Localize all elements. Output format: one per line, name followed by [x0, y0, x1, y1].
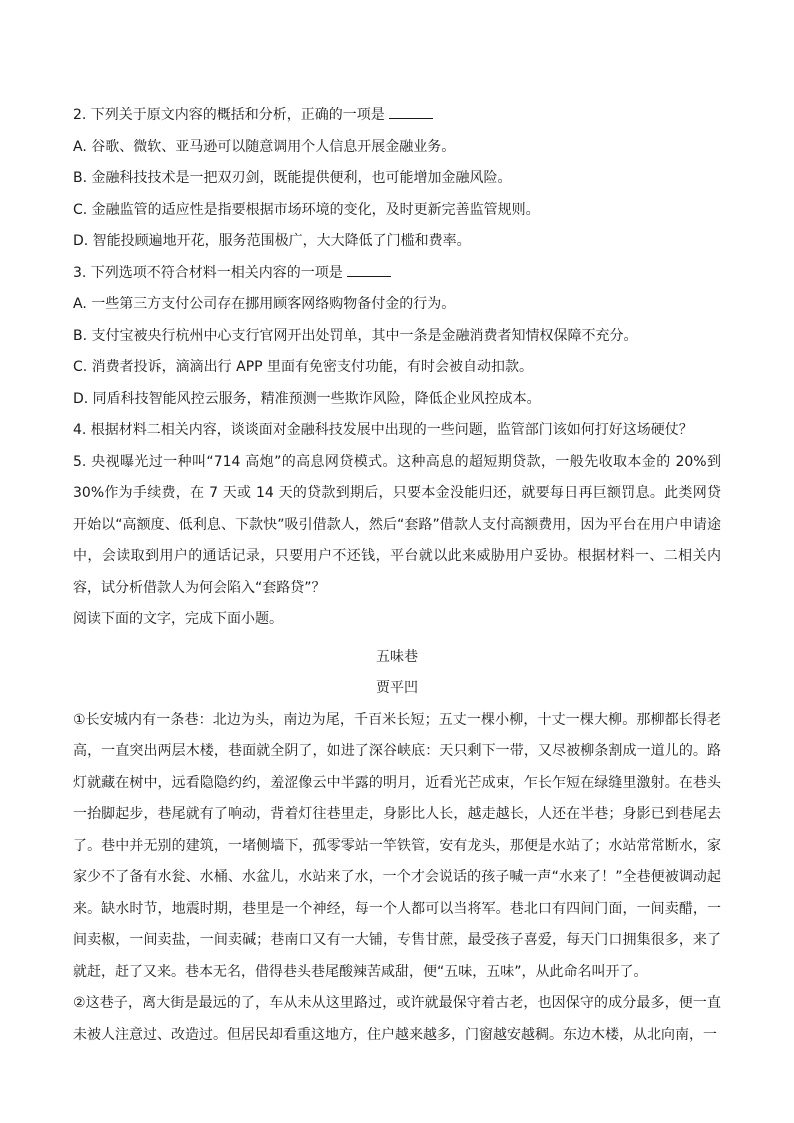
answer-blank — [347, 264, 391, 277]
document-body — [73, 100, 721, 1051]
passage-title: 五味巷 — [376, 648, 418, 665]
passage-paragraph-2: ②这巷子，离大街是最远的了，车从未从这里路过，或许就最保守着古老，也因保守的成分最多，便一直未被人注意过、改造过。但居民却看重这地方，住户越来越多，门窗越安越稠。东边木楼，从北向南，一 — [73, 995, 721, 1043]
question-2-stem — [73, 100, 721, 132]
question-3-stem — [73, 258, 721, 290]
question-2-option-b: B. 金融科技技术是一把双刃剑，既能提供便利，也可能增加金融风险。 — [73, 170, 512, 186]
question-2-option-d: D. 智能投顾遍地开花，服务范围极广，大大降低了门槛和费率。 — [73, 233, 471, 249]
question-2-option-a: A. 谷歌、微软、亚马逊可以随意调用个人信息开展金融业务。 — [73, 138, 456, 155]
answer-blank — [389, 106, 433, 119]
question-4: 4. 根据材料二相关内容，谈谈面对金融科技发展中出现的一些问题，监管部门该如何打好这场硬仗？ — [73, 422, 693, 438]
question-3-option-b: B. 支付宝被央行杭州中心支行官网开出处罚单，其中一条是金融消费者知情权保障不充分。 — [73, 327, 638, 344]
question-3-text: 3. 下列选项不符合材料一相关内容的一项是 — [73, 264, 343, 281]
question-2-option-c: C. 金融监管的适应性是指要根据市场环境的变化，及时更新完善监管规则。 — [73, 201, 540, 218]
question-2-text: 2. 下列关于原文内容的概括和分析，正确的一项是 — [73, 107, 385, 123]
passage-author: 贾平凹 — [376, 680, 418, 696]
question-3-option-a: A. 一些第三方支付公司存在挪用顾客网络购物备付金的行为。 — [73, 296, 456, 312]
passage-paragraph-1: ①长安城内有一条巷：北边为头，南边为尾，千百米长短；五丈一棵小柳，十丈一棵大柳。那柳都长得老高，一直突出两层木楼，巷面就全阴了，如进了深谷峡底：天只剩下一带，又尽被柳条割成一道儿的。路灯就藏在树中，远看隐隐约约，羞涩像云中半露的明月，近看光芒成束，乍长乍短在绿缝里激射。在巷头一抬脚起步，巷尾就有了响动，背着灯往巷里走，身影比人长，越走越长，人还在半巷；身影已到巷尾去了。巷中并无别的建筑，一堵侧墙下，孤零零站一竿铁管，安有龙头，那便是水站了；水站常常断水，家家少不了备有水瓮、水桶、水盆儿，水站来了水，一个才会说话的孩子喊一声“水来了！”全巷便被调动起来。缺水时节，地震时期，巷里是一个神经，每一个人都可以当将军。巷北口有四间门面，一间卖醋，一间卖椒，一间卖盐，一间卖碱；巷南口又有一大铺，专售甘蔗，最受孩子喜爱，每天门口拥集很多，来了就赶，赶了又来。巷本无名，借得巷头巷尾酸辣苦咸甜，便“五味，五味”，从此命名叫开了。 — [73, 711, 721, 980]
question-5: 5. 央视曝光过一种叫“714 高炮”的高息网贷模式。这种高息的超短期贷款，一般先收取本金的 20%到 30%作为手续费，在 7 天或 14 天的贷款到期后，只要本金没能归还，就要每日再巨额罚息。此类网贷开始以“高额度、低利息、下款快”吸引借款人，然后“套路”借款人支付高额费用，因为平台在用户申请途中，会读取到用户的通话记录，只要用户不还钱，平台就以此来威胁用户妥协。根据材料一、二相关内容，试分析借款人为何会陷入“套路贷”？ — [73, 453, 721, 596]
question-3-option-d: D. 同盾科技智能风控云服务，精准预测一些欺诈风险，降低企业风控成本。 — [73, 390, 541, 407]
question-3-option-c: C. 消费者投诉，滴滴出行 APP 里面有免密支付功能，有时会被自动扣款。 — [73, 359, 534, 375]
reading-intro: 阅读下面的文字，完成下面小题。 — [73, 611, 283, 627]
